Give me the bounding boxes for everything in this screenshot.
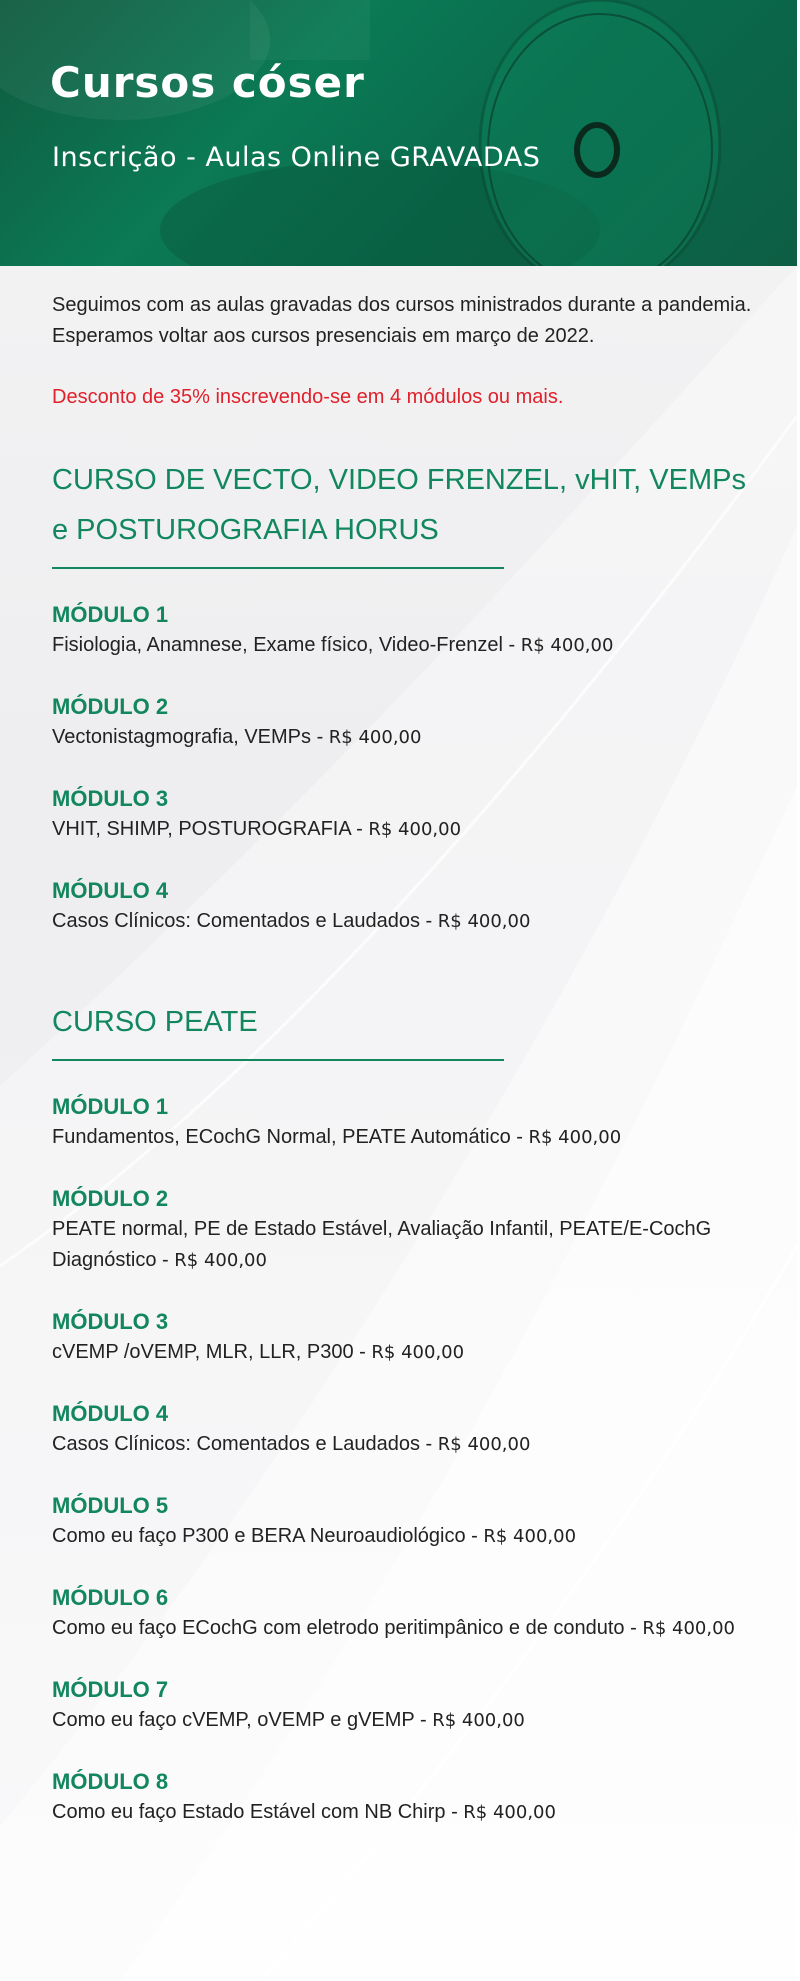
module-topics: Fundamentos, ECochG Normal, PEATE Automático - [52, 1126, 529, 1148]
intro-line-2: Esperamos voltar aos cursos presenciais em março de 2022. [52, 325, 595, 347]
module-item [52, 1582, 752, 1644]
header-subtitle: Inscrição - Aulas Online GRAVADAS [52, 142, 541, 173]
module-price: R$ 400,00 [432, 1710, 525, 1731]
discount-notice: Desconto de 35% inscrevendo-se em 4 módulos ou mais. [52, 386, 564, 408]
module-description [52, 1613, 752, 1644]
module-price: R$ 400,00 [437, 1434, 531, 1455]
module-label: MÓDULO 3 [52, 786, 169, 811]
module-item [52, 1306, 752, 1368]
module-description [52, 814, 752, 845]
module-topics: Fisiologia, Anamnese, Exame físico, Video-Frenzel - [52, 634, 521, 656]
module-item [52, 1674, 752, 1736]
module-topics: PEATE normal, PE de Estado Estável, Avaliação Infantil, PEATE/E-CochG Diagnóstico - [52, 1218, 712, 1271]
module-description [52, 1429, 752, 1460]
module-item [52, 1091, 752, 1153]
module-label: MÓDULO 4 [52, 878, 169, 903]
intro-line-1: Seguimos com as aulas gravadas dos cursos ministrados durante a pandemia. [52, 294, 752, 316]
course-title-vecto: CURSO DE VECTO, VIDEO FRENZEL, vHIT, VEMPs e POSTUROGRAFIA HORUS [52, 464, 746, 546]
module-price: R$ 400,00 [437, 911, 531, 932]
module-label: MÓDULO 5 [52, 1493, 169, 1518]
module-price: R$ 400,00 [174, 1250, 267, 1271]
module-label: MÓDULO 8 [52, 1769, 169, 1794]
module-price: R$ 400,00 [520, 635, 614, 656]
module-price: R$ 400,00 [642, 1618, 735, 1639]
module-label: MÓDULO 2 [52, 694, 169, 719]
module-description [52, 722, 752, 753]
module-topics: Como eu faço ECochG com eletrodo peritimpânico e de conduto - [52, 1617, 643, 1639]
module-topics: Vectonistagmografia, VEMPs - [52, 726, 329, 748]
brand-title: Cursos cóser [50, 58, 365, 107]
module-topics: Como eu faço cVEMP, oVEMP e gVEMP - [52, 1709, 433, 1731]
header-banner [0, 0, 797, 266]
module-price: R$ 400,00 [368, 819, 462, 840]
module-topics: Como eu faço Estado Estável com NB Chirp - [52, 1801, 464, 1823]
module-label: MÓDULO 1 [52, 1094, 169, 1119]
course-divider [52, 567, 504, 569]
module-item [52, 875, 752, 937]
course-title-peate: CURSO PEATE [52, 1006, 258, 1038]
module-label: MÓDULO 1 [52, 602, 169, 627]
module-price: R$ 400,00 [463, 1802, 556, 1823]
module-label: MÓDULO 3 [52, 1309, 169, 1334]
module-label: MÓDULO 4 [52, 1401, 169, 1426]
module-price: R$ 400,00 [483, 1526, 577, 1547]
module-topics: Como eu faço P300 e BERA Neuroaudiológico - [52, 1525, 484, 1547]
module-description [52, 1797, 752, 1828]
module-description [52, 1122, 752, 1153]
module-description [52, 1521, 752, 1552]
module-topics: Casos Clínicos: Comentados e Laudados - [52, 910, 438, 932]
module-price: R$ 400,00 [328, 727, 422, 748]
module-item [52, 783, 752, 845]
module-topics: cVEMP /oVEMP, MLR, LLR, P300 - [52, 1341, 372, 1363]
intro-text [52, 290, 752, 352]
module-label: MÓDULO 2 [52, 1186, 169, 1211]
module-description [52, 906, 752, 937]
module-item [52, 1398, 752, 1460]
module-label: MÓDULO 7 [52, 1677, 169, 1702]
module-item [52, 691, 752, 753]
module-topics: VHIT, SHIMP, POSTUROGRAFIA - [52, 818, 369, 840]
microscope-lens-graphic [0, 0, 797, 266]
module-label: MÓDULO 6 [52, 1585, 169, 1610]
module-description [52, 1337, 752, 1368]
module-description [52, 630, 752, 661]
module-description [52, 1705, 752, 1736]
module-price: R$ 400,00 [528, 1127, 622, 1148]
content [52, 290, 752, 1828]
module-item [52, 599, 752, 661]
module-item [52, 1183, 752, 1276]
module-item [52, 1490, 752, 1552]
module-price: R$ 400,00 [371, 1342, 465, 1363]
module-item [52, 1766, 752, 1828]
module-description [52, 1214, 752, 1276]
module-topics: Casos Clínicos: Comentados e Laudados - [52, 1433, 438, 1455]
course-divider [52, 1059, 504, 1061]
